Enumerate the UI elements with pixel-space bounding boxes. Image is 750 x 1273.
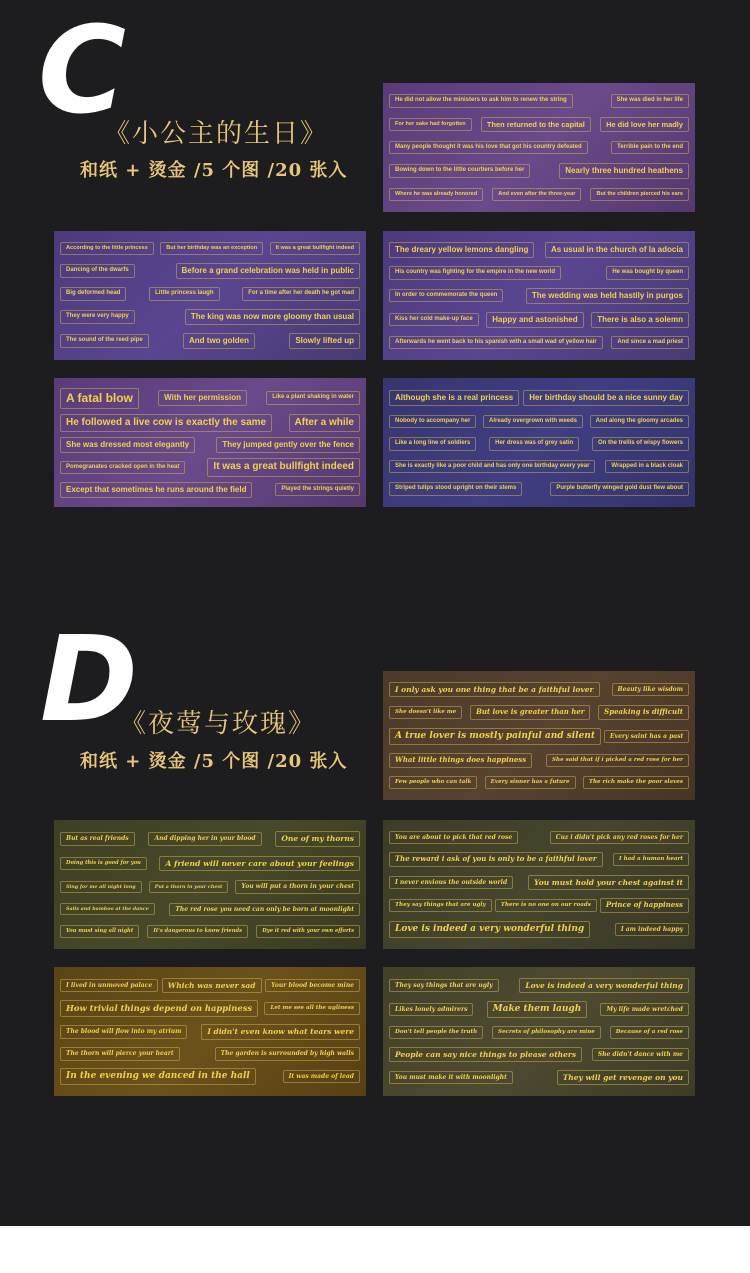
sticker-label: Little princess laugh bbox=[149, 287, 219, 301]
sticker-row bbox=[60, 414, 360, 433]
sticker-row bbox=[389, 415, 689, 429]
sticker-label: They jumped gently over the fence bbox=[216, 437, 360, 453]
sticker-label: I didn't even know what tears were bbox=[201, 1024, 360, 1039]
sticker-label: The red rose you need can only be born at moonlight bbox=[169, 903, 360, 917]
sticker-label: The dreary yellow lemons dangling bbox=[389, 242, 534, 258]
sticker-label: Beauty like wisdom bbox=[612, 683, 689, 697]
sticker-label: She doesn't like me bbox=[389, 706, 462, 719]
sticker-row bbox=[389, 1026, 689, 1039]
sticker-label: There is also a solemn bbox=[591, 312, 689, 328]
sticker-label: One of my thorns bbox=[275, 831, 360, 846]
sticker-sheet-d3 bbox=[383, 820, 695, 949]
section-d-title: 《夜莺与玫瑰》 bbox=[120, 709, 317, 739]
sticker-row bbox=[389, 728, 689, 745]
sticker-row bbox=[60, 263, 360, 279]
sticker-label: The sound of the reed pipe bbox=[60, 334, 149, 348]
sticker-row bbox=[389, 776, 689, 789]
sticker-row bbox=[389, 336, 689, 350]
sticker-sheet-d1 bbox=[383, 671, 695, 800]
sticker-label: Every saint has a past bbox=[604, 730, 689, 744]
sticker-label: She didn't dance with me bbox=[592, 1048, 689, 1062]
sticker-row bbox=[389, 682, 689, 697]
sticker-label: They say things that are ugly bbox=[389, 899, 492, 912]
sticker-label: Her dress was of grey satin bbox=[489, 437, 579, 451]
sticker-row bbox=[389, 921, 689, 938]
sticker-sheet-c2 bbox=[54, 231, 366, 360]
sticker-label: Love is indeed a very wonderful thing bbox=[519, 978, 689, 993]
section-letter-d: D bbox=[40, 610, 136, 748]
sticker-label: Doing this is good for you bbox=[60, 857, 147, 869]
sticker-label: And even after the three-year bbox=[492, 188, 581, 201]
sticker-label: I had a human heart bbox=[613, 853, 689, 866]
sticker-label: You will put a thorn in your chest bbox=[235, 880, 360, 894]
sticker-label: Prince of happiness bbox=[600, 898, 689, 913]
sticker-label: Speaking is difficult bbox=[598, 705, 689, 720]
sticker-label: But as real friends bbox=[60, 832, 135, 846]
sticker-row bbox=[60, 831, 360, 846]
sticker-row bbox=[60, 1068, 360, 1085]
sticker-label: Big deformed head bbox=[60, 287, 126, 301]
sticker-label: Striped tulips stood upright on their stems bbox=[389, 482, 522, 496]
sticker-row bbox=[60, 437, 360, 453]
sticker-label: Few people who can talk bbox=[389, 776, 477, 789]
sticker-row bbox=[389, 482, 689, 496]
sticker-row bbox=[389, 898, 689, 913]
sticker-row bbox=[389, 312, 689, 328]
sticker-label: Dancing of the dwarfs bbox=[60, 264, 135, 278]
sticker-label: Which was never sad bbox=[162, 978, 262, 993]
sticker-row bbox=[60, 925, 360, 937]
sticker-label: For a time after her death he got mad bbox=[242, 287, 360, 301]
sticker-label: He did not allow the ministers to ask him to renew the string bbox=[389, 94, 573, 108]
sticker-row bbox=[389, 242, 689, 258]
sticker-row bbox=[60, 856, 360, 872]
sticker-row bbox=[60, 309, 360, 325]
sticker-label: The king was now more gloomy than usual bbox=[185, 309, 360, 325]
sticker-label: Like a plant shaking in water bbox=[266, 391, 360, 405]
sticker-label: Like a long line of soldiers bbox=[389, 437, 476, 451]
sticker-row bbox=[389, 390, 689, 406]
sticker-row bbox=[389, 163, 689, 179]
sticker-row bbox=[389, 288, 689, 304]
sticker-label: Her birthday should be a nice sunny day bbox=[523, 390, 689, 406]
sticker-row bbox=[389, 437, 689, 451]
sticker-row bbox=[389, 875, 689, 890]
sticker-row bbox=[60, 458, 360, 477]
sticker-label: He followed a live cow is exactly the same bbox=[60, 414, 272, 433]
sticker-sheet-c5 bbox=[383, 378, 695, 507]
sticker-row bbox=[389, 94, 689, 108]
sticker-label: Nobody to accompany her bbox=[389, 415, 476, 429]
sticker-label: How trivial things depend on happiness bbox=[60, 1000, 258, 1016]
sticker-label: And dipping her in your blood bbox=[148, 832, 261, 846]
sticker-row bbox=[389, 460, 689, 474]
sticker-label: Terrible pain to the end bbox=[611, 141, 689, 155]
sticker-label: Played the strings quietly bbox=[275, 483, 360, 497]
sticker-row bbox=[389, 831, 689, 845]
sticker-label: Although she is a real princess bbox=[389, 390, 519, 406]
sticker-sheet-d5 bbox=[383, 967, 695, 1096]
sticker-label: Dye it red with your own efforts bbox=[256, 925, 360, 937]
sticker-row bbox=[60, 1024, 360, 1039]
sticker-row bbox=[60, 903, 360, 917]
sticker-label: The garden is surrounded by high walls bbox=[215, 1047, 360, 1061]
sticker-label: Put a thorn in your chest bbox=[149, 881, 229, 893]
sticker-label: You must hold your chest against it bbox=[528, 875, 689, 890]
sticker-label: Already overgrown with weeds bbox=[483, 415, 583, 429]
sticker-label: A true lover is mostly painful and silent bbox=[389, 728, 601, 745]
sticker-label: The reward i ask of you is only to be a faithful lover bbox=[389, 852, 603, 867]
sticker-label: But her birthday was an exception bbox=[160, 242, 263, 255]
sticker-label: The blood will flow into my atrium bbox=[60, 1025, 187, 1039]
sticker-label: Happy and astonished bbox=[486, 312, 583, 328]
sticker-label: And along the gloomy arcades bbox=[590, 415, 689, 429]
sticker-sheet-c4 bbox=[54, 378, 366, 507]
sticker-label: Afterwards he went back to his spanish with a small wad of yellow hair bbox=[389, 336, 603, 350]
sticker-label: It was a great bullfight indeed bbox=[270, 242, 360, 255]
sticker-label: You must sing all night bbox=[60, 925, 139, 937]
section-c-title: 《小公主的生日》 bbox=[104, 119, 329, 149]
sticker-row bbox=[389, 266, 689, 280]
sticker-row bbox=[60, 242, 360, 255]
sticker-label: And since a mad priest bbox=[611, 336, 689, 350]
sticker-label: I am indeed happy bbox=[615, 923, 689, 937]
sticker-label: There is no one on our roads bbox=[495, 899, 597, 912]
sticker-label: He was bought by queen bbox=[606, 266, 689, 280]
sticker-label: It was made of lead bbox=[283, 1070, 360, 1084]
sticker-sheet-c1 bbox=[383, 83, 695, 212]
sticker-label: Sails and bamboo at the dance bbox=[60, 903, 155, 915]
sticker-label: They say things that are ugly bbox=[389, 979, 499, 993]
sticker-label: The wedding was held hastily in purgos bbox=[526, 288, 689, 304]
sticker-label: Slowly lifted up bbox=[289, 333, 360, 349]
sticker-label: People can say nice things to please others bbox=[389, 1047, 582, 1062]
sticker-sheet-d4 bbox=[54, 967, 366, 1096]
sticker-row bbox=[389, 753, 689, 768]
sticker-label: Make them laugh bbox=[487, 1001, 588, 1018]
section-letter-c: C bbox=[38, 2, 125, 141]
sticker-row bbox=[389, 117, 689, 132]
sticker-label: They will get revenge on you bbox=[557, 1070, 689, 1085]
sticker-label: Nearly three hundred heathens bbox=[559, 163, 689, 179]
sticker-label: She was dressed most elegantly bbox=[60, 437, 195, 453]
sticker-label: Pomegranates cracked open in the heat bbox=[60, 461, 185, 475]
sticker-row bbox=[60, 287, 360, 301]
sticker-label: According to the little princess bbox=[60, 242, 154, 255]
sticker-label: Love is indeed a very wonderful thing bbox=[389, 921, 590, 938]
section-d-subtitle: 和纸 + 烫金 /5 个图 /20 张入 bbox=[80, 751, 348, 772]
sticker-label: For her sake had forgotten bbox=[389, 118, 472, 131]
sticker-label: Bowing down to the little courtiers before her bbox=[389, 164, 530, 178]
sticker-row bbox=[389, 141, 689, 155]
sticker-label: His country was fighting for the empire in the new world bbox=[389, 266, 561, 280]
sticker-row bbox=[60, 333, 360, 349]
sticker-label: A friend will never care about your feelings bbox=[159, 856, 360, 872]
sticker-label: Secrets of philosophy are mine bbox=[492, 1026, 601, 1039]
sticker-label: She said that if i picked a red rose for her bbox=[546, 754, 689, 767]
sticker-label: Sing for me all night long bbox=[60, 881, 142, 893]
sticker-label: Likes lonely admirers bbox=[389, 1003, 473, 1017]
sticker-label: Every sinner has a future bbox=[485, 776, 576, 789]
section-c-subtitle: 和纸 + 烫金 /5 个图 /20 张入 bbox=[80, 160, 348, 181]
sticker-row bbox=[389, 1047, 689, 1062]
sticker-label: And two golden bbox=[183, 333, 255, 349]
sticker-label: On the trellis of wispy flowers bbox=[592, 437, 689, 451]
sticker-row bbox=[389, 705, 689, 720]
sticker-label: As usual in the church of la adocia bbox=[545, 242, 689, 258]
sticker-row bbox=[60, 1000, 360, 1016]
sticker-label: In the evening we danced in the hall bbox=[60, 1068, 256, 1085]
sticker-label: Wrapped in a black cloak bbox=[605, 460, 689, 474]
sticker-label: I lived in unmoved palace bbox=[60, 979, 158, 993]
sticker-label: After a while bbox=[289, 414, 360, 433]
sticker-label: Let me see all the ugliness bbox=[264, 1002, 360, 1015]
sticker-label: Because of a red rose bbox=[610, 1026, 689, 1039]
sticker-sheet-c3 bbox=[383, 231, 695, 360]
sticker-label: My life made wretched bbox=[600, 1003, 689, 1017]
sticker-label: He did love her madly bbox=[600, 117, 689, 132]
sticker-label: Purple butterfly winged gold dust flew about bbox=[550, 482, 689, 496]
sticker-label: You are about to pick that red rose bbox=[389, 831, 518, 845]
sticker-label: They were very happy bbox=[60, 310, 135, 324]
sticker-label: In order to commemorate the queen bbox=[389, 289, 503, 303]
sticker-label: I never envious the outside world bbox=[389, 876, 513, 890]
sticker-row bbox=[389, 188, 689, 201]
sticker-label: With her permission bbox=[158, 390, 247, 406]
sticker-row bbox=[60, 388, 360, 409]
sticker-label: Your blood become mine bbox=[265, 979, 360, 993]
sticker-sheet-d2 bbox=[54, 820, 366, 949]
sticker-label: Where he was already honored bbox=[389, 188, 483, 201]
sticker-row bbox=[60, 482, 360, 498]
sticker-row bbox=[389, 1001, 689, 1018]
sticker-label: You must make it with moonlight bbox=[389, 1071, 513, 1085]
sticker-label: She is exactly like a poor child and has only one birthday every year bbox=[389, 460, 595, 474]
sticker-label: Kiss her cold make-up face bbox=[389, 313, 479, 327]
sticker-label: But love is greater than her bbox=[470, 705, 591, 720]
sticker-row bbox=[389, 852, 689, 867]
sticker-label: It's dangerous to know friends bbox=[147, 925, 248, 937]
sticker-label: Then returned to the capital bbox=[481, 117, 591, 132]
sticker-label: I only ask you one thing that be a faithful lover bbox=[389, 682, 600, 697]
sticker-label: It was a great bullfight indeed bbox=[207, 458, 360, 477]
sticker-row bbox=[60, 1047, 360, 1061]
sticker-row bbox=[60, 880, 360, 894]
sticker-label: What little things does happiness bbox=[389, 753, 532, 768]
sticker-label: The rich make the poor slaves bbox=[583, 776, 689, 789]
sticker-label: Many people thought it was his love that got his country defeated bbox=[389, 141, 588, 155]
sticker-row bbox=[389, 1070, 689, 1085]
sticker-label: The thorn will pierce your heart bbox=[60, 1047, 180, 1061]
sticker-label: Except that sometimes he runs around the field bbox=[60, 482, 252, 498]
sticker-row bbox=[389, 978, 689, 993]
sticker-label: Cuz i didn't pick any red roses for her bbox=[550, 831, 689, 845]
sticker-label: She was died in her life bbox=[611, 94, 689, 108]
sticker-label: A fatal blow bbox=[60, 388, 139, 409]
sticker-row bbox=[60, 978, 360, 993]
sticker-label: But the children pierced his ears bbox=[590, 188, 689, 201]
sticker-label: Don't tell people the truth bbox=[389, 1026, 483, 1039]
sticker-label: Before a grand celebration was held in public bbox=[176, 263, 360, 279]
